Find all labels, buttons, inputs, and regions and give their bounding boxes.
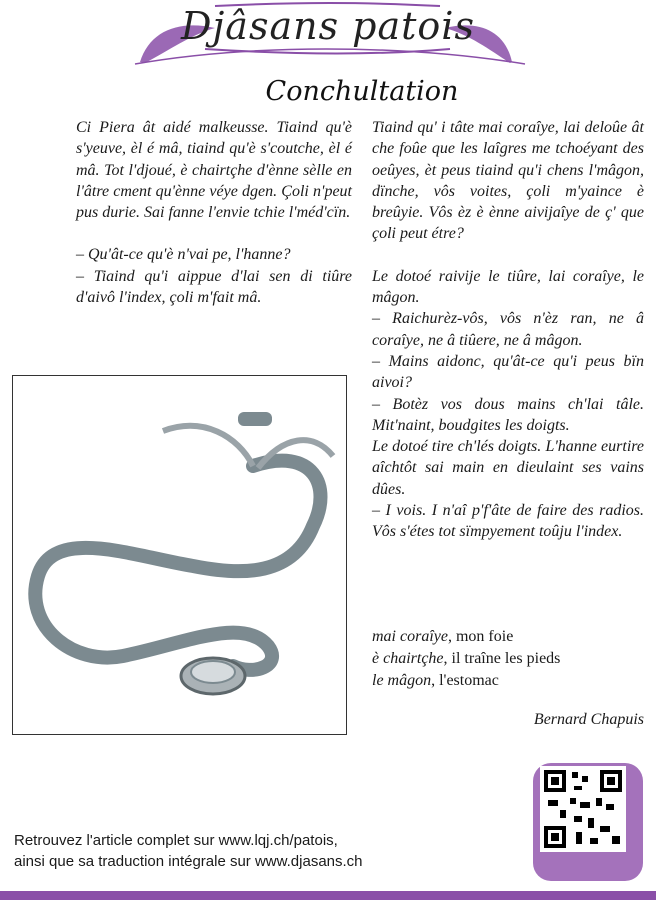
glossary (372, 626, 648, 692)
paragraph: – Mains aidonc, qu'ât-ce qu'i peus bïn aivoi? (372, 352, 644, 392)
stethoscope-image (12, 375, 347, 735)
paragraph: Tiaind qu' i tâte mai coraîye, lai deloûe ât che foûe que les laîgres me tchoéyant des oeûyes, èt peus tiaind qu'i chens l'mâgon, dïnche, vôs voites, çoli m'yaince è breûyie. Vôs èz è ènne aivijaîye de ç' que çoli peut étre? (372, 119, 644, 243)
article-left-column (76, 117, 352, 308)
paragraph: – Tiaind qu'i aippue d'lai sen di tiûre d'aivô l'index, çoli m'fait mâ. (76, 267, 352, 307)
paragraph: Le dotoé tire ch'lés doigts. L'hanne eurtire aîchtôt sai main en dieulaint ses vains dûes. (372, 438, 644, 498)
paragraph: – I vois. I n'aî p'f'âte de faire des radios. Vôs s'étes tot sïmpyement toûju l'index. (372, 502, 644, 541)
page-header (0, 0, 656, 70)
footer-line: ainsi que sa traduction intégrale sur www.djasans.ch (14, 853, 363, 870)
paragraph: – Botèz vos dous mains ch'lai tâle. Mit'naint, boudgites les doigts. (372, 395, 644, 434)
footer-note (14, 830, 494, 872)
glossary-item: è chairtçhe, il traîne les pieds (372, 650, 561, 667)
article-right-column (372, 117, 644, 543)
footer-accent-bar (0, 891, 656, 900)
magazine-section-title: Djâsans patois (181, 4, 475, 48)
article-title: Conchultation (265, 76, 459, 107)
paragraph: Ci Piera ât aidé malkeusse. Tiaind qu'è s'yeuve, èl é mâ, tiaind qu'è s'coutche, èl é mâ. Tot l'djoué, è chairtçhe d'ènne sèlle en l'âtre cment qu'ènne véye dgen. Çoli n'peut pus durie. Sai fanne l'envie tchie l'méd'cïn. (76, 119, 352, 222)
paragraph: Le dotoé raivije le tiûre, lai coraîye, le mâgon. (372, 267, 644, 307)
glossary-item: mai coraîye, mon foie (372, 628, 514, 645)
footer-line: Retrouvez l'article complet sur www.lqj.ch/patois, (14, 832, 338, 849)
paragraph: – Raichurèz-vôs, vôs n'èz ran, ne â coraîye, ne â tiûere, ne â mâgon. (372, 310, 644, 349)
author-name: Bernard Chapuis (533, 711, 644, 728)
qr-code-icon (540, 766, 626, 852)
paragraph: – Qu'ât-ce qu'è n'vai pe, l'hanne? (76, 246, 291, 264)
glossary-item: le mâgon, l'estomac (372, 672, 499, 689)
